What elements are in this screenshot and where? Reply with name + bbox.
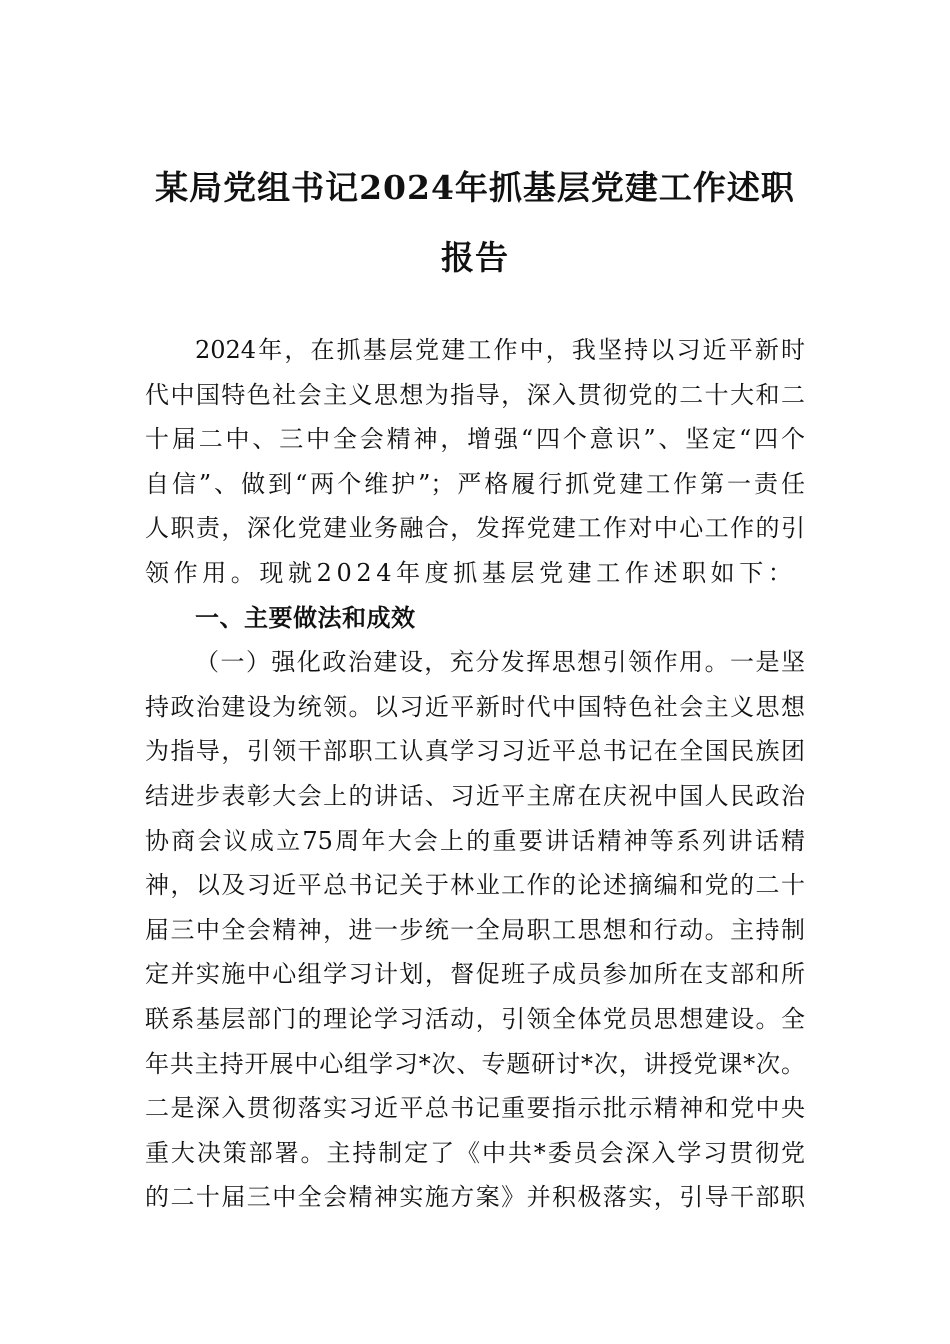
body-text-line: 的二十届三中全会精神实施方案》并积极落实，引导干部职 bbox=[145, 1183, 805, 1212]
body-text-line: 神，以及习近平总书记关于林业工作的论述摘编和党的二十 bbox=[145, 871, 805, 900]
section-heading: 一、主要做法和成效 bbox=[195, 603, 416, 632]
body-text-line: （一）强化政治建设，充分发挥思想引领作用。一是坚 bbox=[195, 648, 805, 677]
body-text-line: 代中国特色社会主义思想为指导，深入贯彻党的二十大和二 bbox=[145, 380, 805, 409]
body-text-line: 定并实施中心组学习计划，督促班子成员参加所在支部和所 bbox=[145, 960, 805, 989]
body-text-line: 结进步表彰大会上的讲话、习近平主席在庆祝中国人民政治 bbox=[145, 782, 805, 810]
body-text-line: 领作用。现就2024年度抓基层党建工作述职如下： bbox=[145, 559, 797, 587]
body-text-line: 联系基层部门的理论学习活动，引领全体党员思想建设。全 bbox=[145, 1005, 805, 1033]
document-title-line-2: 报告 bbox=[441, 238, 509, 277]
body-text-line: 为指导，引领干部职工认真学习习近平总书记在全国民族团 bbox=[145, 737, 805, 766]
body-text-line: 人职责，深化党建业务融合，发挥党建工作对中心工作的引 bbox=[145, 514, 805, 543]
body-text-line: 持政治建设为统领。以习近平新时代中国特色社会主义思想 bbox=[145, 692, 805, 721]
body-text-line: 重大决策部署。主持制定了《中共*委员会深入学习贯彻党 bbox=[145, 1138, 805, 1167]
body-text-line: 届三中全会精神，进一步统一全局职工思想和行动。主持制 bbox=[145, 915, 805, 944]
document-title-line-1: 某局党组书记2024年抓基层党建工作述职 bbox=[155, 168, 795, 207]
body-text-line: 十届二中、三中全会精神，增强“四个意识”、坚定“四个 bbox=[145, 425, 805, 454]
body-text-line: 二是深入贯彻落实习近平总书记重要指示批示精神和党中央 bbox=[145, 1094, 805, 1123]
body-text-line: 协商会议成立75周年大会上的重要讲话精神等系列讲话精 bbox=[145, 826, 805, 855]
body-text-line: 2024年，在抓基层党建工作中，我坚持以习近平新时 bbox=[195, 336, 805, 364]
body-text-line: 自信”、做到“两个维护”；严格履行抓党建工作第一责任 bbox=[145, 469, 805, 498]
body-text-line: 年共主持开展中心组学习*次、专题研讨*次，讲授党课*次。 bbox=[145, 1049, 805, 1078]
